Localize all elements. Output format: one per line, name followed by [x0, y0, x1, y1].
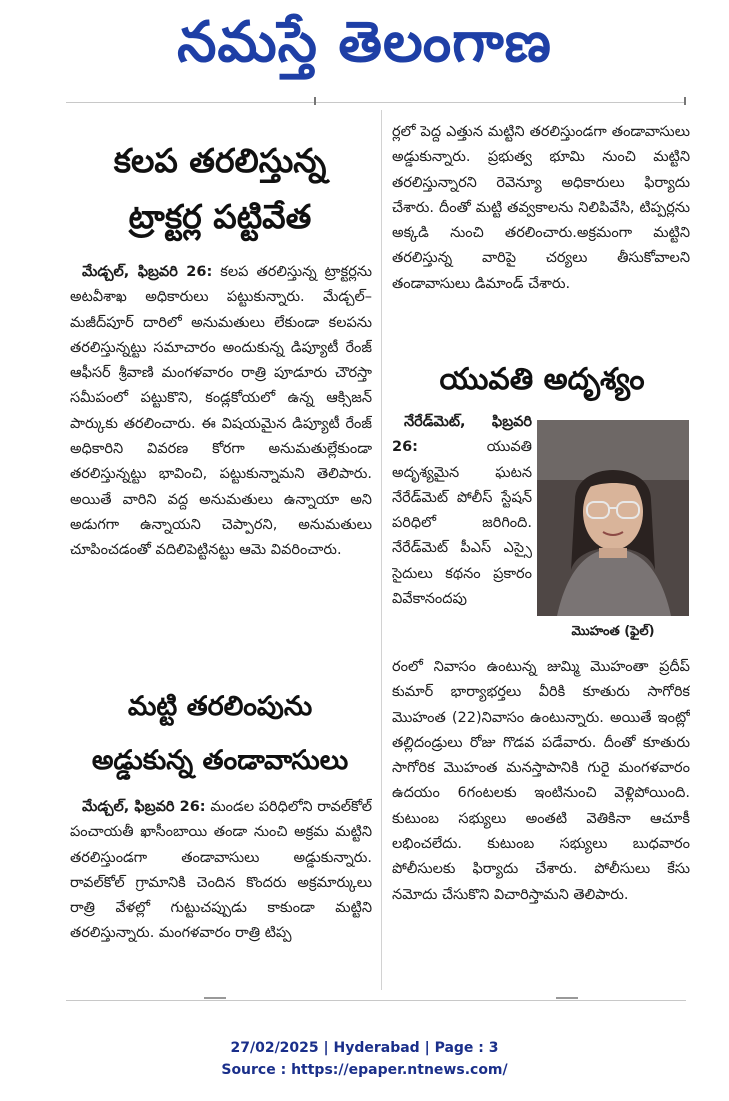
article2-body-col1: [70, 795, 372, 985]
rule-tick: [684, 97, 686, 105]
article1-headline-line1: కలప తరలిస్తున్న: [113, 141, 327, 180]
rule-tick: [204, 997, 226, 999]
footer-source-link[interactable]: Source : https://epaper.ntnews.com/: [221, 1062, 508, 1078]
column-divider: [381, 110, 382, 990]
article2-dateline: మేడ్చల్, ఫిబ్రవరి 26:: [82, 799, 206, 815]
article2-headline-line2: అడ్డుకున్న తండావాసులు: [91, 745, 349, 776]
article3-body-beside-photo: [392, 410, 532, 650]
article2-headline-line1: మట్టి తరలింపును: [127, 691, 313, 722]
article3-text-a: యువతి అదృశ్యమైన ఘటన నేరేడ్‌మెట్ పోలీస్ స్టేషన్ పరిధిలో జరిగింది. నేరేడ్‌మెట్ పీఎస్ ఎస్సై సైదులు కథనం ప్రకారం వివేకానందపు: [392, 439, 532, 608]
article3-body-rest: రంలో నివాసం ఉంటున్న జుమ్మి మొహంతా ప్రదీప్ కుమార్ భార్యాభర్తలు వీరికి కూతురు సాగోరిక మొహంత (22)నివాసం ఉంటున్నారు. అయితే ఇంట్లో తల్లిదండ్రులు రోజు గొడవ పడేవారు. దీంతో కూతురు సాగోరిక మొహంత మనస్తాపానికి గురై మంగళవారం ఉదయం 6గంటలకు ఇంటినుంచి వెళ్లిపోయింది. కుటుంబ సభ్యులు అంతటి వెతికినా ఆచూకీ లభించలేదు. కుటుంబ సభ్యులు బుధవారం పోలీసులకు ఫిర్యాదు చేశారు. పోలీసులు కేసు నమోదు చేసుకొని విచారిస్తామని తెలిపారు.: [392, 659, 690, 903]
article3-dateline: నేరేడ్‌మెట్, ఫిబ్రవరి 26:: [392, 414, 532, 456]
masthead-title: నమస్తే తెలంగాణ: [177, 10, 552, 75]
article2-text: మండల పరిధిలోని రావల్‌కోల్ పంచాయతీ ఖాసీంబాయి తండా నుంచి అక్రమ మట్టిని తరలిస్తుండగా తండావాసులు అడ్డుకున్నారు. రావల్‌కోల్ గ్రామానికి చెందిన కొందరు అక్రమార్కులు రాత్రి వేళల్లో గుట్టుచప్పుడు కాకుండా మట్టిని తరలిస్తున్నారు. మంగళవారం రాత్రి టిప్ప: [70, 799, 372, 942]
article1-text: కలప తరలిస్తున్న ట్రాక్టర్లను అటవీశాఖ అధికారులు పట్టుకున్నారు. మేడ్చల్–మజీద్‌పూర్ దారిలో అనుమతులు లేకుండా కలపను తరలిస్తున్నట్టు సమాచారం అందుకున్న డిప్యూటీ రేంజ్ ఆఫీసర్ శ్రీవాణి మంగళవారం రాత్రి పూడూరు చౌరస్తా సమీపంలో పట్టుకొని, కండ్లకోయలో ఉన్న ఆక్సిజన్ పార్కుకు తరలించారు. ఈ విషయమైన డిప్యూటీ రేంజ్ అధికారిని వివరణ కోరగా అనుమతుల్లేకుండా తరలిస్తున్నట్టు భావించి, పట్టుకున్నామని తెలిపారు. అయితే వారిని వద్ద అనుమతులు ఉన్నాయా అని అడుగగా ఉన్నాయని చెప్పారని, అనుమతులు చూపించడంతో వదిలిపెట్టినట్టు ఆమె వివరించారు.: [70, 264, 372, 559]
rule-tick: [556, 997, 578, 999]
article2-body-col2: [392, 120, 690, 350]
news-photo: [537, 420, 689, 616]
photo-caption: మొహంత (ఫైల్): [571, 624, 655, 639]
article1-headline-line2: ట్రాక్టర్ల పట్టివేత: [128, 197, 312, 236]
bottom-rule: [66, 1000, 686, 1001]
article2-continued-text: ర్లలో పెద్ద ఎత్తున మట్టిని తరలిస్తుండగా తండావాసులు అడ్డుకున్నారు. ప్రభుత్వ భూమి నుంచి మట్టిని తరలిస్తున్నారని రెవెన్యూ అధికారులు ఫిర్యాదు చేశారు. దీంతో మట్టి తవ్వకాలను నిలిపివేసి, టిప్పర్లను అక్కడి నుంచి తరలించారు.అక్రమంగా మట్టిని తరలిస్తున్న వారిపై చర్యలు తీసుకోవాలని తండావాసులు డిమాండ్ చేశారు.: [392, 124, 690, 292]
article1-body: [70, 260, 372, 680]
article1-dateline: మేడ్చల్, ఫిబ్రవరి 26:: [82, 264, 213, 280]
top-rule: [66, 102, 686, 103]
rule-tick: [314, 97, 316, 105]
article3-headline: యువతి అదృశ్యం: [439, 362, 645, 397]
footer-date-line: 27/02/2025 | Hyderabad | Page : 3: [230, 1040, 499, 1056]
